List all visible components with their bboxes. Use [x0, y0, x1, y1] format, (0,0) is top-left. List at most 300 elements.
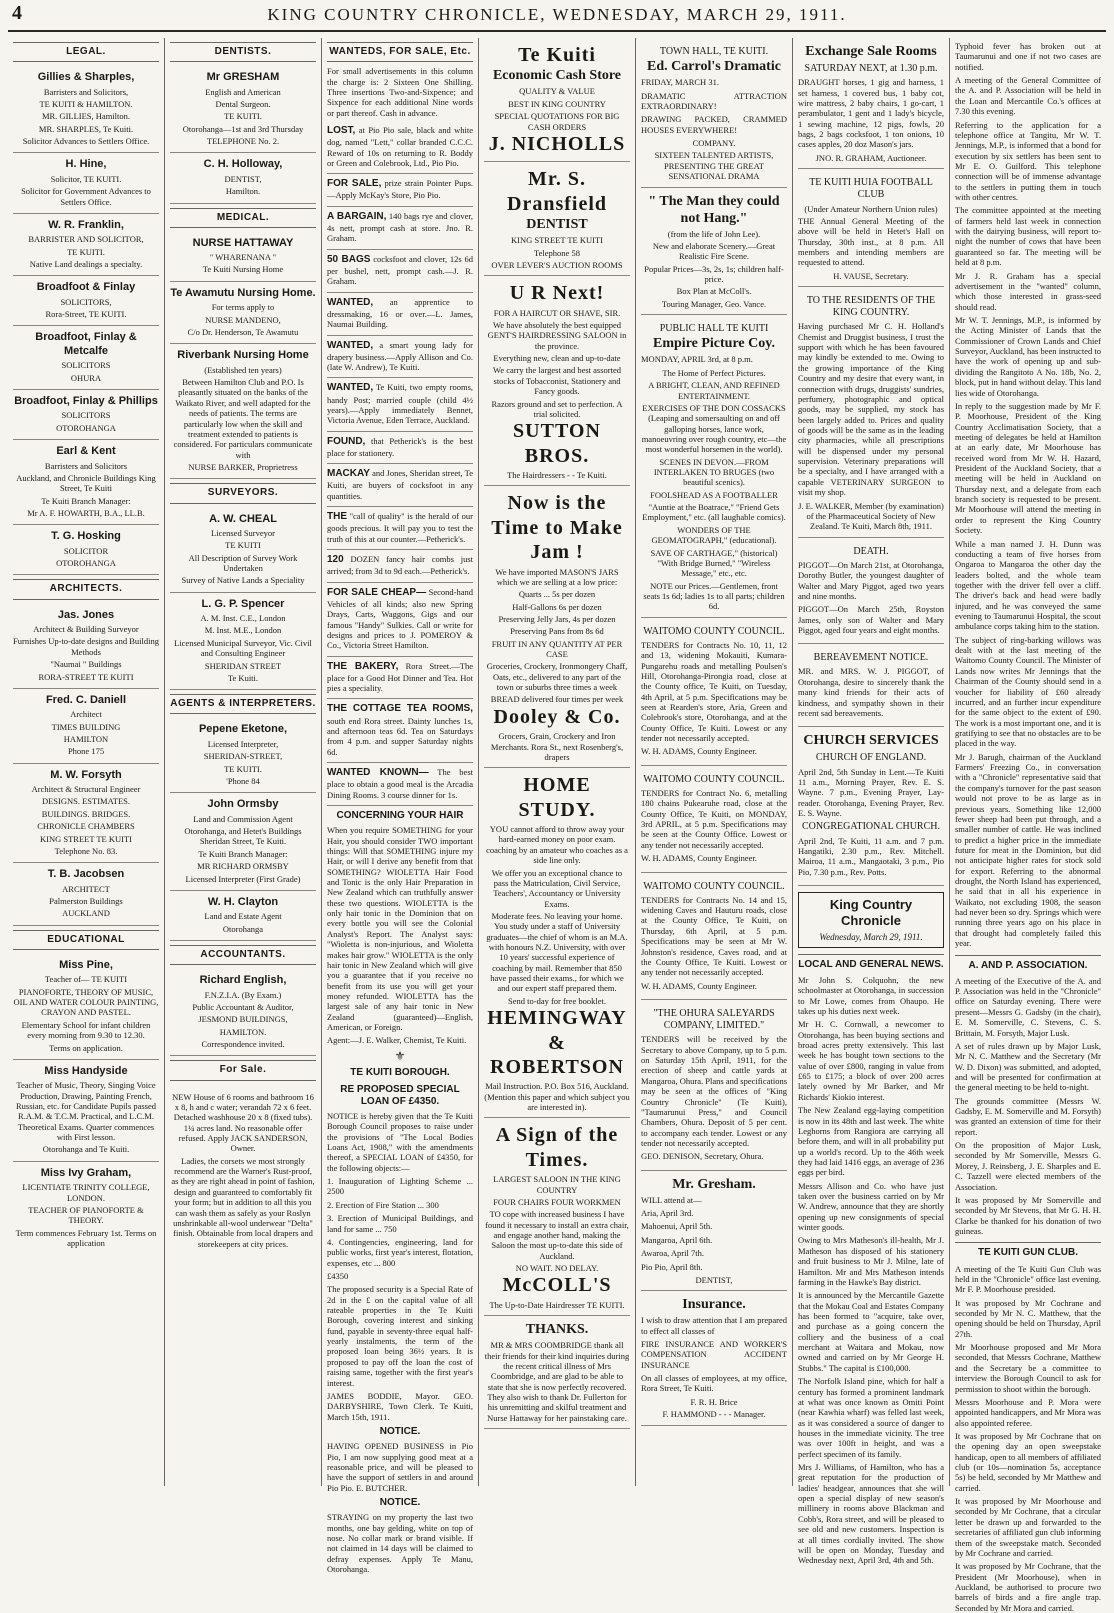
- section-heading: MEDICAL.: [170, 208, 316, 228]
- news-paragraph: It is announced by the Mercantile Gazette that the Mokau Coal and Estates Company has been formed to "acquire, take over, and purchase as a going concern the colliery and the business of a coal merchant at Waitara and Mokau, now owned and carried on by Mr George H. Stubbs." The capital is £100,000.: [798, 1290, 944, 1373]
- listing-line: Licensed Interpreter,: [207, 738, 279, 749]
- exchange-date: SATURDAY NEXT, at 1.30 p.m.: [804, 63, 938, 75]
- notice-block: [641, 766, 787, 873]
- borough-crest-icon: ⚜: [394, 1048, 406, 1063]
- church-sub1: CHURCH OF ENGLAND.: [815, 752, 927, 764]
- listing-name: M. W. Forsyth: [50, 768, 122, 781]
- listing-line: Telephone No. 83.: [54, 845, 118, 856]
- borough-text: NOTICE is hereby given that the Te Kuiti Borough Council proposes to raise under the provisions of "The Local Bodies Loans Act, 1908," with the amendments thereof, a SPECIAL LOAN of £4350, for the following objects:—: [327, 1110, 473, 1173]
- column-news-associations: [950, 38, 1106, 1613]
- residents-sign: J. E. WALKER, Member (by examination) of the Pharmaceutical Society of New Zealand. Te Kuiti, March 8th, 1911.: [798, 500, 944, 532]
- listing-line: Native Land dealings a specialty.: [29, 259, 143, 269]
- listing-card: [13, 863, 159, 925]
- news-paragraph: Mr John S. Colquohn, the new schoolmaster at Otorohanga, in succession to Mr Lowe, comes from Ohaupo. He takes up his duties next week.: [798, 974, 944, 1016]
- news-paragraph: In reply to the suggestion made by Mr F. P. Moorhouse, President of the King Country Acclimatisation Society, that a meeting of delegates be held at Hamilton at an early date, Mr Moorhouse has received word from Mr W. H. Hazard, President of the Auckland Society, that a meeting will be held in Auckland on Thursday next, and a delegate from each branch society is requested to be present. Mr Moorhouse will attend the meeting in order to represent the King Country Society.: [955, 400, 1101, 536]
- listing-line: Term commences February 1st. Terms on application: [15, 1227, 157, 1248]
- listing-line: Correspondence invited.: [201, 1039, 285, 1050]
- ad-lead: WANTED KNOWN—: [327, 767, 429, 779]
- listing-line: M. Inst. M.E., London: [204, 625, 282, 636]
- listing-line: Hamilton.: [225, 186, 261, 197]
- ap-paragraph: The grounds committee (Messrs W. Gadsby, E. M. Somerville and M. Forsyth) was granted an extension of time for their report.: [955, 1095, 1101, 1137]
- ad-text: that Petherick's is the best place for stationery.: [327, 435, 474, 458]
- display-ad-footer: The Hairdressers - - Te Kuiti.: [507, 470, 607, 480]
- listing-line: RORA-STREET TE KUITI: [38, 671, 134, 682]
- notice-block: [641, 1291, 787, 1425]
- listing-card: [170, 153, 316, 203]
- notice-after-line: SIXTEEN TALENTED ARTISTS, PRESENTING THE GREAT SENSATIONAL DRAMA: [654, 150, 774, 182]
- ad-lead: FOR SALE CHEAP—: [327, 586, 427, 598]
- notice-after-line: NOTE our Prices.—Gentlemen, front seats 1s 6d; ladies 1s to all parts; children 6d.: [643, 580, 785, 612]
- listing-line: NURSE MANDENO,: [205, 314, 281, 325]
- news-paragraph: Mr J. R. Graham has a special advertisement in the "wanted" column, which those interested in grass-seed should read.: [955, 270, 1101, 312]
- display-ad: [484, 1316, 630, 1429]
- listing-line: CHRONICLE CHAMBERS: [37, 821, 135, 832]
- listing-name: Broadfoot & Finlay: [36, 281, 136, 294]
- section-heading: SURVEYORS.: [170, 483, 316, 503]
- borough-item: 3. Erection of Municipal Buildings, and land for same ... 750: [327, 1213, 473, 1234]
- listing-name: Broadfoot, Finlay & Phillips: [14, 395, 158, 408]
- listing-line: TEACHER OF PIANOFORTE & THEORY.: [28, 1204, 144, 1226]
- listing-name: Te Awamutu Nursing Home.: [170, 286, 316, 299]
- notice-line: TENDERS for Contracts No. 14 and 15, widening Caves and Hauturu roads, close at the County Office, Te Kuiti, on Thursday, 6th April, at 5 p.m. Specifications may be seen at Mr W. Johnston's residence, Caves road, and at the County Office, Te Kuiti. Lowest or any tender not necessarily accepted.: [641, 894, 787, 978]
- listing-line: MR RICHARD ORMSBY: [197, 861, 289, 872]
- borough-sign: JAMES BODDIE, Mayor. GEO. DARBYSHIRE, Town Clerk. Te Kuiti, March 15th, 1911.: [327, 1390, 473, 1422]
- notice-line: Awaroa, April 7th.: [641, 1248, 704, 1259]
- ad-text: an apprentice to dressmaking, 16 or over.—L. James, Naumai Building.: [327, 296, 474, 330]
- listing-line: Land and Commission Agent: [193, 813, 293, 824]
- display-ad: [484, 1118, 630, 1316]
- ad-lead: FOR SALE,: [327, 178, 382, 190]
- news-paragraph: Messrs Allison and Co. who have just taken over the business carried on by Mr W. Andrew, announce that they are shortly opening up new consignments of special winter goods.: [798, 1180, 944, 1233]
- masthead: [8, 0, 1106, 32]
- gun-paragraph: Messrs Moorhouse and P. Mora were appointed handicappers, and Mr Mora was also appointed referee.: [955, 1396, 1101, 1428]
- listing-line: TE KUITI.: [224, 763, 262, 774]
- listing-name: C. H. Holloway,: [203, 158, 283, 171]
- classified-ad: [327, 336, 473, 379]
- listing-line: Te Kuiti Branch Manager:: [41, 495, 131, 506]
- display-ad-line: FOR A HAIRCUT OR SHAVE, SIR.: [493, 307, 621, 318]
- section-heading: ARCHITECTS.: [13, 579, 159, 599]
- listing-line: SOLICITORS: [61, 360, 111, 371]
- newspaper-columns: [8, 38, 1106, 1613]
- residents-title: TO THE RESIDENTS OF THE KING COUNTRY.: [806, 295, 936, 319]
- listing-line: Barristers and Solicitors,: [43, 86, 129, 97]
- listing-line: Te Kuiti Branch Manager:: [198, 848, 288, 859]
- notice-headline: Ed. Carrol's Dramatic: [647, 59, 781, 75]
- listing-line: SHERIDAN-STREET,: [203, 751, 283, 762]
- display-ad-signature: HEMINGWAY & ROBERTSON: [487, 1007, 627, 1078]
- church-text1: April 2nd, 5th Sunday in Lent.—Te Kuiti 11 a.m., Morning Prayer, Rev. E. S. Wayne. 7 p.m., Evening Prayer, Lay-reader. Otorohanga, Evening Prayer, Rev. E. S. Wayne.: [798, 766, 944, 818]
- ap-paragraph: It was proposed by Mr Somerville and seconded by Mr Stevens, that Mr G. H. H. Clarke be thanked for his donation of two guineas.: [955, 1194, 1101, 1236]
- gun-club-title: TE KUITI GUN CLUB.: [955, 1242, 1101, 1259]
- notice-block: [641, 315, 787, 618]
- gun-paragraph: It was proposed by Mr Moorhouse and seconded by Mr Cochrane, that a circular letter be drawn up and forwarded to the secretaries of affiliated gun club informing them of the sweepstake match. Seconded by Mr Cochrane and carried.: [955, 1496, 1101, 1558]
- display-ad-line: BREAD delivered four times per week: [490, 694, 624, 705]
- notice-line: FRIDAY, MARCH 31.: [641, 77, 719, 88]
- ad-lead: WANTED,: [327, 382, 374, 394]
- residents-notice: [798, 287, 944, 538]
- listing-card: [170, 793, 316, 891]
- listing-line: Solicitor for Government Advances to Settlers Office.: [21, 186, 151, 207]
- gun-paragraph: It was proposed by Mr Cochrane that on the opening day an open sweepstake handicap, open to all members of affiliated club (or 10s—nomination 5s, acceptance 5s) be held, seconded by Mr Matthew and carried.: [955, 1430, 1101, 1493]
- listing-card: [170, 1085, 316, 1255]
- listing-line: 'Phone 84: [226, 775, 260, 786]
- listing-line: BUILDINGS. BRIDGES.: [41, 808, 131, 819]
- classified-ad: [327, 657, 473, 700]
- column-notices-news: [793, 38, 950, 1566]
- ad-text: 140 bags rye and clover, 4s nett, prompt cash at store. Jno. R. Graham.: [327, 210, 473, 244]
- borough-item: 4. Contingencies, engineering, land for public works, first year's interest, flotation, expenses, etc ... 800: [327, 1236, 473, 1268]
- notice-line: GEO. DENISON, Secretary, Ohura.: [641, 1151, 764, 1162]
- exchange-title: Exchange Sale Rooms: [805, 44, 937, 59]
- news-paragraph: The Norfolk Island pine, which for half a century has formed a prominent landmark at what was once known as Omiti Point (near Kawhia wharf) was felled last week, as it was considered a source of danger to houses in the immediate vicinity. The tree was over 100ft in height, and was a perfect specimen of its family.: [798, 1376, 944, 1459]
- football-title: TE KUITI HUIA FOOTBALL CLUB: [809, 177, 933, 201]
- listing-card: [170, 891, 316, 941]
- ad-text: a smart young lady for drapery business.—Apply Allison and Co. (late W. Andrew), Te Kuiti.: [327, 339, 474, 373]
- classified-ad: [327, 464, 473, 507]
- notice-headline: Empire Picture Coy.: [653, 336, 775, 352]
- ad-text: south end Rora street. Dainty lunches 1s, and afternoon teas 6d. Tea on Saturdays from 4 p.m. and supper Saturday nights 6d.: [327, 715, 473, 757]
- notice-line: FIRE INSURANCE AND WORKER'S COMPENSATION ACCIDENT INSURANCE: [641, 1339, 787, 1370]
- notice-after-line: COMPANY.: [692, 138, 736, 149]
- ad-text: and Jones, Sheridan street, Te Kuiti, are buyers of cocksfoot in any quantities.: [327, 468, 473, 501]
- exchange-sale-ad: [798, 38, 944, 169]
- borough-title: TE KUITI BOROUGH.: [350, 1067, 450, 1079]
- church-title: CHURCH SERVICES: [803, 733, 939, 749]
- listing-line: Te Kuiti.: [227, 672, 259, 683]
- listing-line: TELEPHONE No. 2.: [206, 136, 280, 147]
- display-ad-signature: McCOLL'S: [502, 1274, 612, 1297]
- listing-name: Broadfoot, Finlay & Metcalfe: [35, 331, 137, 357]
- news-paragraph: Mr J. Barugh, chairman of the Auckland Farmers' Freezing Co., in conversation with a "Chronicle" representative said that the company's turnover for the past season would not prove to be as large as in previous years. Something like 12,000 fewer sheep had been put through, and a smaller number of cattle. He was inclined to predict a higher price in the immediate future for meat in the Dominion, but did not anticipate higher rates for stock sold for export. Referring to the abnormal drought, the North Island has experienced, he said that in all his experience in Waikato, not excluding 1908, the season had never been so dry. Springs which were running three years ago on his place in that drought had completely failed this year.: [955, 751, 1101, 949]
- notice-after-line: Box Plan at McColl's.: [676, 286, 752, 297]
- football-subtitle: (Under Amateur Northern Union rules): [804, 203, 938, 214]
- page-number: 4: [12, 2, 22, 24]
- listing-line: DESIGNS. ESTIMATES.: [41, 796, 131, 807]
- bereavement-notice: [798, 644, 944, 727]
- listing-line: MR. SHARPLES, Te Kuiti.: [38, 123, 134, 134]
- listing-card: [13, 1060, 159, 1162]
- notice-title: "THE OHURA SALEYARDS COMPANY, LIMITED.": [653, 1007, 775, 1032]
- display-ad: [484, 768, 630, 1118]
- listing-line: OTOROHANGA: [56, 558, 116, 569]
- display-ad-line: FOUR CHAIRS FOUR WORKMEN: [493, 1196, 621, 1207]
- notice-block: [641, 873, 787, 1000]
- listing-card: [13, 326, 159, 390]
- display-ad: [484, 162, 630, 276]
- display-ad-headline: A Sign of the Times.: [495, 1124, 619, 1171]
- classified-ad: [327, 432, 473, 465]
- exchange-sign: JNO. R. GRAHAM, Auctioneer.: [815, 152, 927, 163]
- listing-card: [170, 66, 316, 153]
- listing-card: [170, 282, 316, 344]
- notice-after-line: Touring Manager, Geo. Vance.: [661, 298, 767, 309]
- notice-after-line: "Auntie at the Boatrace," "Friend Gets Employment," etc. (all laughable comics).: [642, 502, 786, 523]
- news-paragraph: The New Zealand egg-laying competition is now in its 48th and last week. The white Leghorns from Rangiora are carrying all before them, and will in all probability put up a world's record. Up to the 46th week they had laid 1416 eggs, an average of 236 eggs per bird.: [798, 1105, 944, 1178]
- listing-card: [170, 508, 316, 593]
- listing-line: HAMILTON.: [219, 1026, 267, 1037]
- notice2-text: STRAYING on my property the last two months, one bay gelding, white on top of nose. No collar mark or brand visible. If not claimed in 14 days will be claimed to defray expenses. Apply Te Manu, Otorohanga.: [327, 1512, 473, 1574]
- listing-line: Architect: [70, 709, 102, 720]
- listing-line: Otorohanga—1st and 3rd Thursday: [182, 123, 304, 134]
- notice-line: W. H. ADAMS, County Engineer.: [641, 853, 757, 864]
- listing-line: Licensed Municipal Surveyor, Vic. Civil and Consulting Engineer: [174, 637, 312, 659]
- listing-card: [13, 214, 159, 276]
- section-heading: AGENTS & INTERPRETERS.: [170, 694, 316, 714]
- display-ad-line: Preserving Pans from 8s 6d: [510, 626, 604, 637]
- listing-line: "Naumai " Buildings: [50, 659, 122, 670]
- display-ad: [484, 38, 630, 162]
- listing-line: English and American: [205, 86, 281, 97]
- chronicle-date: Wednesday, March 29, 1911.: [819, 931, 923, 942]
- display-ad-headline: Mr. S. Dransfield: [507, 168, 607, 215]
- ad-lead: 50 BAGS: [327, 253, 371, 265]
- listing-line: KING STREET TE KUITI: [40, 833, 132, 844]
- listing-line: SOLICITORS,: [60, 296, 112, 307]
- listing-name: L. G. P. Spencer: [201, 597, 285, 610]
- listing-line: Otorohanga, and Hetet's Buildings Sheridan Street, Te Kuiti.: [184, 826, 302, 847]
- ad-text: The best place to obtain a good meal is the Arcadia Dining Rooms. 3 course dinner for 1s.: [327, 767, 473, 800]
- listing-line: Barristers and Solicitors: [44, 460, 128, 471]
- listing-line: ARCHITECT: [62, 883, 110, 894]
- notice-block: [641, 1000, 787, 1171]
- display-ad-line: Groceries, Crockery, Ironmongery Chaff, Oats, etc., delivered to any part of the town or suburbs three times a week: [486, 661, 628, 693]
- display-ad: [484, 276, 630, 486]
- listing-card: [170, 969, 316, 1056]
- display-ad-line: KING STREET TE KUITI: [511, 235, 603, 246]
- listing-card: [170, 344, 316, 479]
- display-ad-line: We offer you an exceptional chance to pass the Matriculation, Civil Service, Teachers', Accountancy or University Exams.: [491, 867, 623, 909]
- listing-line: Teacher of Music, Theory, Singing Voice Production, Drawing, Painting French, Russian, etc. for Candidate Pupils passed R.A.M. & T.C.M. Practical, and L.C.M. Theoretical Exams. Quarter commences with First lesson.: [16, 1080, 156, 1143]
- news-paragraph: The subject of ring-barking willows was dealt with at the last meeting of the Waitomo County Council. The Minister of Lands now writes Mr Jennings that the Chairman of the County should send in a voucher for liability of £60 already incurred, and an further incur expenditure for the same object to the extent of £90. The work is a most important one, and it is gratifying to see that no obstacles are to be placed in the way.: [955, 634, 1101, 749]
- exchange-text: DRAUGHT horses, 1 gig and harness, 1 set harness, 1 covered bus, 1 baby cot, wire mattress, 2 baby chairs, 1 go-cart, 1 perambulator, 1 gent and 1 lady's bicycle, 1 sewing machine, 12 pigs, fowls, 20 bags, 2 bags cocksfoot, 1 ton onions, 10 cases apples, 20 doz Mason's jars.: [798, 77, 944, 150]
- section-heading: WANTEDS, FOR SALE, Etc.: [327, 42, 473, 62]
- hair-ad-agent: Agent:—J. E. Walker, Chemist, Te Kuiti.: [327, 1035, 467, 1046]
- news-paragraph: While a man named J. H. Dunn was conducting a team of five horses from Ongaroa to Mangaroa the other day the leaders bolted, and the whole team together with the driver fell over a cliff. The driver's back and head were badly injured, and he was conveyed the same evening to Taumarunui Hospital, the scout ambulance corps taking him to the station.: [955, 538, 1101, 632]
- listing-line: TIMES BUILDING: [51, 721, 121, 732]
- notice-after-line: F. R. H. Brice: [690, 1396, 738, 1407]
- ad-lead: 120: [327, 554, 344, 566]
- listing-line: Licensed Interpreter (First Grade): [185, 873, 301, 884]
- ad-text: "call of quality" is the herald of our goods precious. It will pay you to test the truth of this at our counter.—Petherick's.: [327, 511, 474, 544]
- church-services: [798, 727, 944, 886]
- ad-lead: FOUND,: [327, 435, 366, 447]
- hair-ad-text: When you require SOMETHING for your Hair, you should consider TWO important things: Will that SOMETHING injure my Hair, or will I derive any benefit from that SOMETHING? WIOLETTA Hair Food and Tonic is the only Hair Preparation in New Zealand which can truthfully answer these two questions. WIOLETTA is the only hair tonic in the Dominion that on every bottle you will see the Colonial Analyst's Report. The Analyst says: "Wioletta is non-injurious, and Wioletta makes hair grow." WIOLETTA is the only hair tonic in New Zealand which will give you a guarantee that if you receive no benefit from its use you will get your money refunded. WIOLETTA has the largest sale of any hair tonic in New Zealand (guaranteed)—English, American, or Foreign.: [327, 825, 473, 1033]
- notice-after-line: SAVE OF CARTHAGE," (historical) "With Bridge Burned," "Wireless Message," etc., etc.: [650, 547, 778, 579]
- listing-line: Rora-Street, TE KUITI.: [45, 309, 127, 320]
- gun-paragraph: A meeting of the Te Kuiti Gun Club was held in the "Chronicle" office last evening. Mr F. P. Moorhouse presided.: [955, 1263, 1101, 1295]
- classified-ad: [327, 583, 473, 657]
- listing-line: JESMOND BUILDINGS,: [198, 1014, 288, 1025]
- newspaper-title: KING COUNTRY CHRONICLE, WEDNESDAY, MARCH 29, 1911.: [267, 5, 847, 24]
- listing-name: T. B. Jacobsen: [47, 868, 125, 881]
- notice-title: WAITOMO COUNTY COUNCIL.: [643, 625, 785, 637]
- news-paragraph: A meeting of the General Committee of the A. and P. Association will be held in the Loan and Mercantile Co.'s offices at 7.30 this evening.: [955, 75, 1101, 117]
- borough-item: 1. Inauguration of Lighting Scheme ... 2500: [327, 1176, 473, 1197]
- listing-card: [13, 764, 159, 864]
- listing-line: Auckland, and Chronicle Buildings King Street, Te Kuiti: [16, 472, 156, 494]
- listing-line: Dental Surgeon.: [215, 98, 271, 109]
- notice-line: W. H. ADAMS, County Engineer.: [641, 980, 757, 991]
- ad-text: DOZEN fancy hair combs just arrived; from 3d to 9d each.—Petherick's.: [327, 554, 473, 577]
- notice2-title: NOTICE.: [379, 1496, 421, 1508]
- listing-card: [13, 276, 159, 326]
- notice-title: WAITOMO COUNTY COUNCIL.: [643, 773, 785, 785]
- display-ad-line: SPECIAL QUOTATIONS FOR BIG CASH ORDERS: [494, 111, 620, 132]
- display-ad-signature: SUTTON BROS.: [513, 420, 601, 467]
- listing-card: [13, 1162, 159, 1255]
- news-paragraph: Typhoid fever has broken out at Taumarunui and one if not two cases are notified.: [955, 41, 1101, 72]
- notice-line: TENDERS will be received by the Secretary to above Company, up to 5 p.m. on Saturday 15th April, 1911, for the erection of sheep and cattle yards at Mangaroa, Ohura. Plans and specifications may be seen at the offices of "King Country Chronicle" (Te Kuiti), "Taumarunui Press," and Council Chambers, Ohura. Deposit of 5 per cent. to accompany each tender. Lowest or any tender not necessarily accepted.: [641, 1034, 787, 1148]
- listing-line: HAMILTON: [63, 733, 109, 744]
- football-text: THE Annual General Meeting of the above will be held in Hetet's Hall on Thursday, 30th inst., at 8 p.m. All members and intending members are requested to attend.: [798, 215, 944, 268]
- listing-name: Miss Handyside: [44, 1064, 128, 1077]
- notice-after-line: EXERCISES OF THE DON COSSACKS (Leaping and somersaulting on and off galloping horses, lance work, manoeuvring over rough country, etc—the most wonderful horsemen in the world).: [641, 402, 787, 455]
- listing-line: Land and Estate Agent: [204, 911, 282, 922]
- notice-after-line: F. HAMMOND - - - Manager.: [662, 1409, 766, 1420]
- listing-card: [170, 232, 316, 282]
- section-heading: ACCOUNTANTS.: [170, 945, 316, 965]
- ad-lead: LOST,: [327, 124, 356, 136]
- listing-line: F.N.Z.I.A. (By Exam.): [204, 989, 282, 1000]
- bereavement-title: BEREAVEMENT NOTICE.: [813, 652, 929, 664]
- news-title: LOCAL AND GENERAL NEWS.: [798, 954, 944, 971]
- listing-name: A. W. CHEAL: [209, 512, 277, 525]
- column-display-ads: [479, 38, 636, 1486]
- notice-after-line: (from the life of John Lee).: [667, 228, 761, 239]
- listing-line: Furnishes Up-to-date designs and Building Methods: [13, 636, 159, 657]
- display-ad-headline: U R Next!: [509, 282, 605, 305]
- listing-card: [13, 390, 159, 440]
- notice-title: PUBLIC HALL TE KUITI: [659, 323, 769, 335]
- residents-text: Having purchased Mr C. H. Holland's Chemist and Druggist business, I trust the support with which he has been favoured may kindly be extended to me. Owing to the growing importance of the King Country and my desire that every want, in connection with drugs, druggists' sundries, perfumery, photographic and optical goods, may be supplied, my stock has been largely added to. Prices and quality of goods will be the same as in the leading city pharmacies, while all prescriptions will be dispensed under my personal supervision. Veterinary preparations will be a specialty, and I have arranged with a capable VETERINARY SURGEON to visit my shop.: [798, 321, 944, 498]
- notice-after-line: The Home of Perfect Pictures.: [662, 367, 766, 378]
- listing-card: [13, 525, 159, 575]
- listing-line: LICENTIATE TRINITY COLLEGE, LONDON.: [22, 1182, 150, 1203]
- ap-paragraph: A meeting of the Executive of the A. and P. Association was held in the "Chronicle" office on Saturday evening. There were present—Messrs G. Gadsby (in the chair), E. M. Somerville, C. Stevens, C. S. Brittain, M. Forsyth, Major Lusk.: [955, 975, 1101, 1038]
- listing-name: Miss Pine,: [59, 958, 113, 971]
- listing-name: W. H. Clayton: [207, 895, 279, 908]
- listing-name: Gillies & Sharples,: [37, 71, 135, 84]
- listing-card: [13, 66, 159, 153]
- listing-name: H. Hine,: [65, 158, 107, 171]
- notice-block: [641, 1171, 787, 1292]
- section-heading: EDUCATIONAL: [13, 930, 159, 950]
- listing-line: (Established ten years): [204, 364, 282, 375]
- display-ad-line: We have absolutely the best equipped GENT'S HAIRDRESSING SALOON in the province.: [487, 319, 627, 351]
- classified-ad: [327, 293, 473, 336]
- display-ad-headline: Te Kuiti: [518, 44, 596, 66]
- ad-text: Te Kuiti, two empty rooms, handy Post; married couple (child 4½ years).—Apply immediately Bennet, Victoria Avenue, Eden Terrace, Auckland.: [327, 382, 473, 426]
- listing-line: MR. GILLIES, Hamilton.: [41, 111, 131, 122]
- listing-line: BARRISTER AND SOLICITOR,: [28, 234, 144, 245]
- classified-ad: [327, 763, 473, 806]
- listing-name: Mr GRESHAM: [206, 71, 280, 84]
- notice-line: TENDERS for Contracts No. 10, 11, 12 and 13, widening Mokauiti, Kumara-Pungarehu roads and metalling Poulsen's Hill, Otorohanga-Pirongia road, close at the County office, Te Kuiti, on Tuesday, 4th April, at 5 p.m. Specifications may be seen at Rearden's store, Aria, Green and Colebrook's store, Otorohanga, and at the County Office, Te Kuiti. Lowest or any tender not necessarily accepted.: [641, 639, 787, 744]
- football-sign: H. VAUSE, Secretary.: [833, 270, 909, 281]
- listing-line: Otorohanga: [222, 923, 264, 934]
- display-ad-line: QUALITY & VALUE: [519, 86, 595, 97]
- news-paragraph: Mr W. T. Jennings, M.P., is informed by the Acting Minister of Lands that the Commissioner of Crown Lands and Chief Surveyor, Auckland, has been instructed to have the work of opening up and sub-dividing the Rangitoto A No. 18b, No. 2, block, put in hand without delay. This land lies wide of Otorohanga.: [955, 314, 1101, 398]
- rate-note: For small advertisements in this column the charge is: 2 Sixteen One Shilling. Three insertions Two-and-Sixpence; and Sixpence for each additional Nine words or part thereof. Cash in advance.: [327, 66, 473, 118]
- listing-line: Solicitor Advances to Settlers Office.: [22, 136, 150, 147]
- death-title: DEATH.: [853, 545, 889, 557]
- display-ad-footer: Mail Instruction. P.O. Box 516, Auckland. (Mention this paper and which subject you are interested in).: [484, 1081, 630, 1113]
- listing-line: AUCKLAND: [62, 908, 110, 919]
- listing-card: [13, 440, 159, 525]
- listing-name: Jas. Jones: [57, 608, 115, 621]
- column-dentists-medical: [165, 38, 322, 1486]
- listing-line: SOLICITOR: [63, 545, 109, 556]
- notice-line: DRAMATIC ATTRACTION EXTRAORDINARY!: [641, 90, 787, 111]
- ad-lead: THE COTTAGE TEA ROOMS,: [327, 703, 473, 715]
- listing-card: [170, 718, 316, 793]
- display-ad-line: FRUIT IN ANY QUANTITY AT PER CASE: [491, 638, 623, 660]
- display-ad-line: Quarts ... 5s per dozen: [518, 589, 596, 600]
- classified-ad: [327, 550, 473, 583]
- listing-line: OHURA: [70, 372, 102, 383]
- listing-name: T. G. Hosking: [51, 530, 121, 543]
- section-heading: For Sale.: [170, 1060, 316, 1080]
- ap-paragraph: On the proposition of Major Lusk, seconded by Mr Somerville, Messrs G. Morey, J. Reinsberg, J. E. Sharples and E. C. Tazzell were elected members of the Association.: [955, 1140, 1101, 1192]
- listing-line: SHERIDAN STREET: [204, 660, 282, 671]
- notice-text: HAVING OPENED BUSINESS in Pio Pio, I am now supplying good meat at a reasonable price, and will be pleased to have the support of settlers in and around Pio Pio. E. BUTCHER.: [327, 1441, 473, 1493]
- notice-title: NOTICE.: [379, 1426, 421, 1437]
- display-ad-footer: Grocers, Grain, Crockery and Iron Merchants. Rora St., next Rosenberg's, drapers: [490, 731, 624, 762]
- listing-name: Richard English,: [199, 974, 287, 987]
- listing-line: TE KUITI.: [224, 111, 262, 122]
- listing-line: Palmerston Buildings: [49, 896, 123, 907]
- ad-text: Second-hand Vehicles of all kinds; also new Spring Drays, Carts, Waggons, Gigs and our famous "Handy" Sulkies. Call or write for designs and prices to J. POMEROY & Co., Victoria Street Hamilton.: [327, 586, 474, 651]
- notice-line: W. H. ADAMS, County Engineer.: [641, 746, 757, 757]
- notice-after-line: A BRIGHT, CLEAN, AND REFINED ENTERTAINMENT.: [648, 380, 780, 401]
- listing-card: [13, 689, 159, 764]
- display-ad-line: Telephone 58: [534, 247, 580, 258]
- ad-text: at Pio Pio sale, black and white dog, named "Lett," collar branded C.C.C. Reward of 10s on returning to R. Boddy or Green and Colebrook, Ltd., Pio Pio.: [327, 124, 473, 168]
- listing-line: C/o Dr. Henderson, Te Awamutu: [187, 326, 299, 337]
- notice-line: MONDAY, APRIL 3rd, at 8 p.m.: [641, 354, 753, 365]
- notice-after-line: DENTIST,: [695, 1274, 733, 1285]
- listing-line: Terms on application.: [49, 1042, 123, 1053]
- notice-line: On all classes of employees, at my office, Rora Street, Te Kuiti.: [641, 1373, 787, 1394]
- column-wanteds: [322, 38, 479, 1574]
- notice-headline: " The Man they could not Hang.": [648, 193, 780, 226]
- classified-ad: [327, 378, 473, 431]
- ad-lead: A BARGAIN,: [327, 210, 387, 222]
- notice-line: Pio Pio, April 8th.: [641, 1261, 703, 1272]
- display-ad-line: Razors ground and set to perfection. A trial solicited.: [491, 398, 623, 419]
- notice-after-line: FOOLSHEAD AS A FOOTBALLER: [650, 489, 778, 500]
- borough-item: 2. Erection of Fire Station ... 300: [327, 1199, 439, 1210]
- notice-block: [641, 188, 787, 316]
- listing-line: PIANOFORTE, THEORY OF MUSIC, OIL AND WATER COLOUR PAINTING, CRAYON AND PASTEL.: [13, 986, 159, 1018]
- display-ad-headline: HOME STUDY.: [518, 774, 596, 821]
- listing-line: NURSE BARKER, Proprietress: [188, 461, 298, 472]
- notice-line: Aria, April 3rd.: [641, 1208, 694, 1219]
- display-ad-line: Moderate fees. No leaving your home. You study under a staff of University graduates—the chief of whom is an M.A. with honours N.Z. University, with over 10 years' successful experience of coaching by mail. Remember that 850 have passed their exams., for which we and our expert staff prepared them.: [486, 910, 628, 994]
- listing-line: Survey of Native Lands a Speciality: [181, 575, 305, 586]
- notice-after-line: SCENES IN DEVON.—FROM INTERLAKEN TO BRUGES (two beautiful scenics).: [653, 456, 775, 488]
- notice-line: WILL attend at—: [641, 1194, 702, 1205]
- notice-block: [641, 38, 787, 188]
- borough-text2: The proposed security is a Special Rate of 2d in the £ on the capital value of all rateable properties in the Te Kuiti Borough, covering interest and sinking fund, payable in seventy-three equal half-yearly instalments, the term of the proposed loan being 36½ years. It is proposed to pay off the loan the cost of raising same, together with the first year's interest.: [327, 1284, 473, 1388]
- display-ad: [484, 486, 630, 768]
- listing-line: For terms apply to: [211, 302, 275, 313]
- ad-lead: THE: [327, 511, 347, 523]
- display-ad-line: Preserving Jelly Jars, 4s per dozen: [498, 613, 616, 624]
- notice-after-line: New and elaborate Scenery.—Great Realistic Fire Scene.: [652, 241, 776, 262]
- listing-line: Between Hamilton Club and P.O. Is pleasantly situated on the banks of the Waikato River, and well adapted for the needs of patients. The terms are particularly low when the skill and treatment extended to patients is considered. For particulars communicate with: [173, 377, 313, 460]
